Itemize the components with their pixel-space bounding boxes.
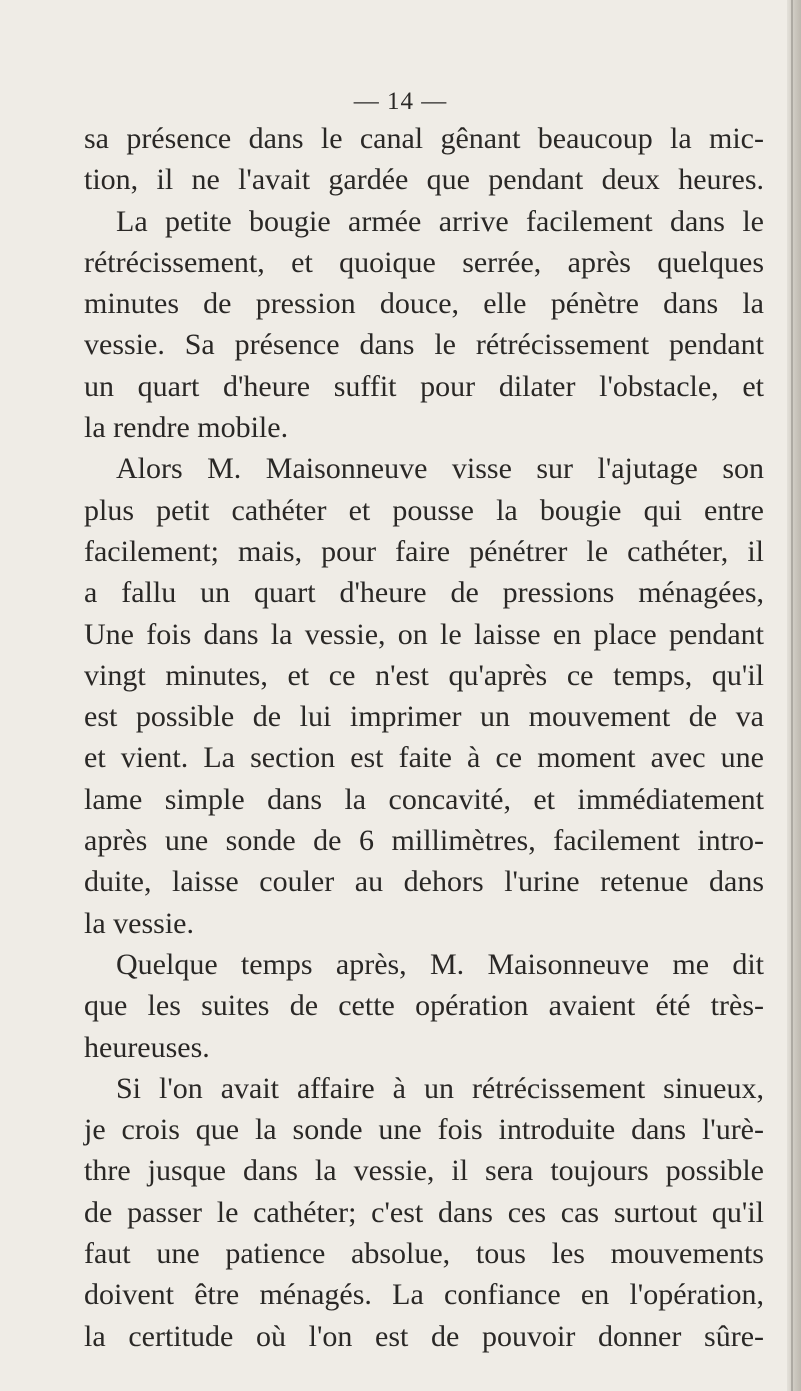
- text-line: un quart d'heure suffit pour dilater l'obstacle, et: [84, 369, 764, 403]
- text-line: faut une patience absolue, tous les mouvements: [84, 1237, 764, 1271]
- text-line: minutes de pression douce, elle pénètre dans la: [84, 287, 764, 321]
- text-line: La petite bougie armée arrive facilement dans le: [116, 204, 764, 238]
- text-line: la rendre mobile.: [84, 411, 289, 445]
- text-line: facilement; mais, pour faire pénétrer le cathéter, il: [84, 534, 764, 568]
- text-line: sa présence dans le canal gênant beaucoup la mic-: [84, 122, 764, 155]
- text-line: plus petit cathéter et pousse la bougie qui entre: [84, 493, 764, 527]
- text-line: thre jusque dans la vessie, il sera toujours possible: [84, 1154, 764, 1188]
- text-line: rétrécissement, et quoique serrée, après quelques: [84, 245, 764, 279]
- text-line: doivent être ménagés. La confiance en l'opération,: [84, 1278, 764, 1312]
- text-line: vessie. Sa présence dans le rétrécissement pendant: [84, 328, 764, 362]
- text-line: tion, il ne l'avait gardée que pendant deux heures.: [84, 163, 764, 197]
- text-line: la vessie.: [84, 906, 194, 940]
- text-line: je crois que la sonde une fois introduite dans l'urè-: [84, 1113, 764, 1147]
- page-number: — 14 —: [353, 88, 448, 115]
- text-line: Quelque temps après, M. Maisonneuve me dit: [116, 947, 764, 981]
- text-line: de passer le cathéter; c'est dans ces cas surtout qu'il: [84, 1195, 764, 1229]
- text-line: vingt minutes, et ce n'est qu'après ce temps, qu'il: [84, 658, 764, 692]
- page-edge: [787, 0, 801, 1391]
- text-line: a fallu un quart d'heure de pressions ménagées,: [84, 576, 764, 610]
- text-line: est possible de lui imprimer un mouvement de va: [84, 700, 764, 734]
- text-line: lame simple dans la concavité, et immédiatement: [84, 782, 764, 816]
- text-line: et vient. La section est faite à ce moment avec une: [84, 741, 764, 775]
- text-line: duite, laisse couler au dehors l'urine retenue dans: [84, 865, 764, 899]
- text-line: après une sonde de 6 millimètres, facilement intro-: [84, 824, 764, 858]
- text-line: Si l'on avait affaire à un rétrécissement sinueux,: [116, 1071, 764, 1105]
- text-line: Alors M. Maisonneuve visse sur l'ajutage son: [116, 452, 764, 486]
- text-line: heureuses.: [84, 1030, 210, 1064]
- body-text: [84, 118, 764, 1357]
- text-line: Une fois dans la vessie, on le laisse en place pendant: [84, 617, 764, 651]
- text-line: que les suites de cette opération avaient été très-: [84, 989, 764, 1023]
- text-line: la certitude où l'on est de pouvoir donner sûre-: [84, 1319, 764, 1353]
